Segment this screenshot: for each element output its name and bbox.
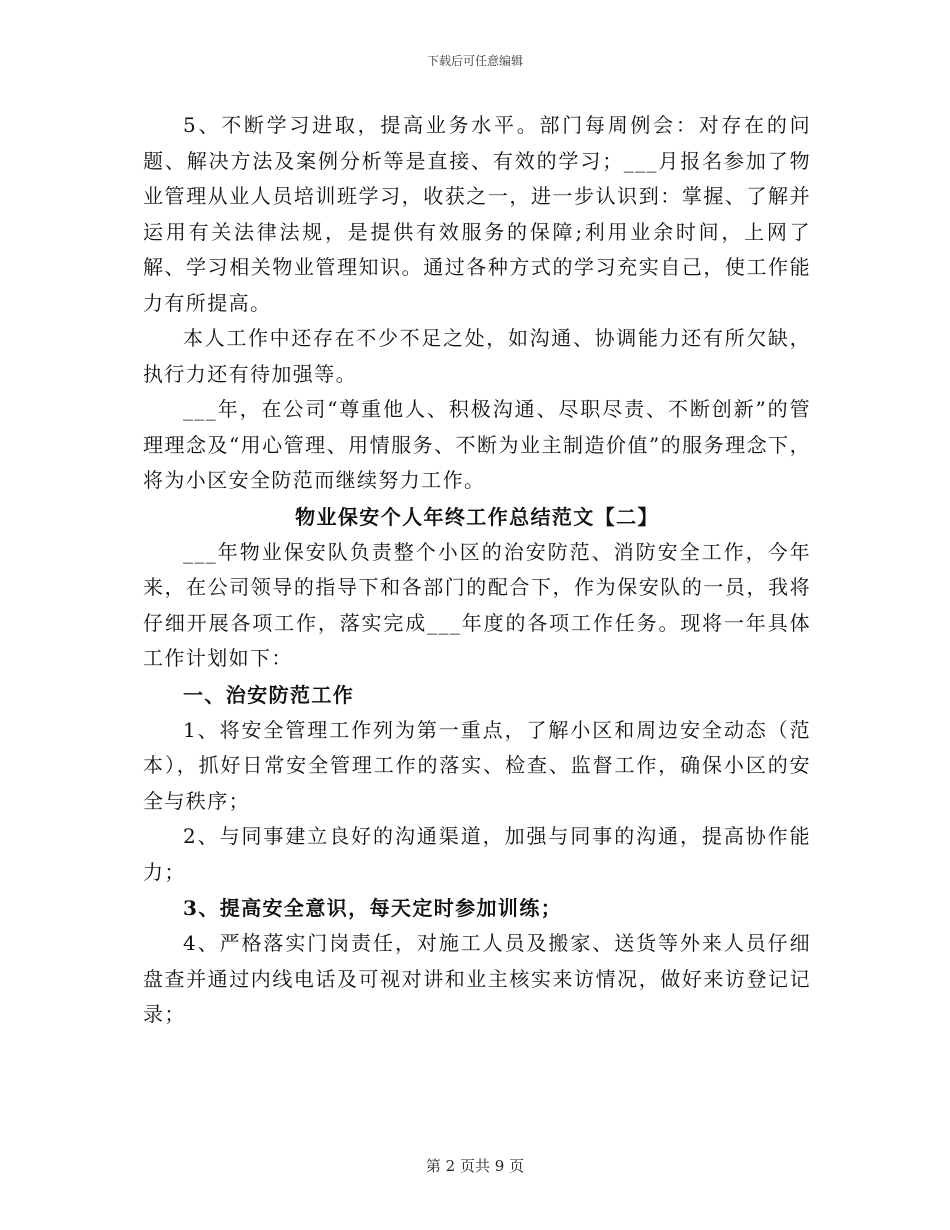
section-title: 物业保安个人年终工作总结范文【二】 [295,504,659,529]
list-item: 1、将安全管理工作列为第一重点，了解小区和周边安全动态（范本），抓好日常安全管理工作的落实、检查、监督工作，确保小区的安全与秩序； [143,717,811,813]
paragraph-intro: ___年物业保安队负责整个小区的治安防范、消防安全工作，今年来，在公司领导的指导下和各部门的配合下，作为保安队的一员，我将仔细开展各项工作，落实完成___年度的各项工作任务。现将一年具体工作计划如下： [143,539,811,670]
page-footer: 第 2 页共 9 页 [425,1157,525,1175]
paragraph-outlook: ___年，在公司“尊重他人、积极沟通、尽职尽责、不断创新”的管理理念及“用心管理、用情服务、不断为业主制造价值”的服务理念下，将为小区安全防范而继续努力工作。 [143,397,811,492]
list-item-bold: 3、提高安全意识，每天定时参加训练； [183,896,563,920]
subsection-heading: 一、治安防范工作 [183,682,355,707]
document-body [143,108,811,1033]
list-item: 4、严格落实门岗责任，对施工人员及搬家、送货等外来人员仔细盘查并通过内线电话及可视对讲和业主核实来访情况，做好来访登记记录； [143,931,811,1026]
page-header: 下载后可任意编辑 [426,54,523,68]
list-item: 2、与同事建立良好的沟通渠道，加强与同事的沟通，提高协作能力； [143,824,811,884]
paragraph-shortcomings: 本人工作中还存在不少不足之处，如沟通、协调能力还有所欠缺，执行力还有待加强等。 [143,326,811,386]
paragraph-study: 5、不断学习进取，提高业务水平。部门每周例会：对存在的问题、解决方法及案例分析等是直接、有效的学习；___月报名参加了物业管理从业人员培训班学习，收获之一，进一步认识到：掌握、了解并运用有关法律法规，是提供有效服务的保障;利用业余时间，上网了解、学习相关物业管理知识。通过各种方式的学习充实自己，使工作能力有所提高。 [143,113,811,315]
